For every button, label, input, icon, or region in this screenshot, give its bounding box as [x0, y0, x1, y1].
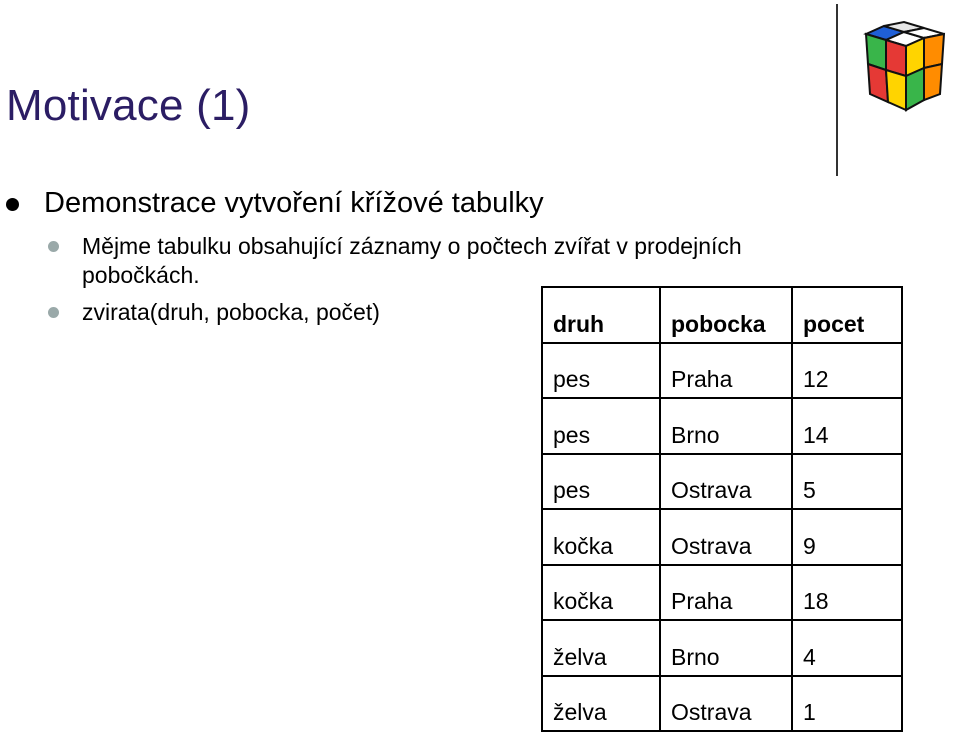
cell-druh: pes: [542, 343, 660, 399]
table-row: [542, 454, 902, 510]
bullet-sub-1: [82, 232, 842, 290]
cell-pobocka: Ostrava: [660, 676, 792, 732]
cell-pocet: 4: [792, 620, 902, 676]
bullet-dot-icon: [48, 241, 59, 252]
table-header-row: [542, 287, 902, 343]
table-row: [542, 676, 902, 732]
bullet-sub-2: [82, 298, 380, 327]
bullet-sub-2-text: zvirata(druh, pobocka, počet): [82, 299, 380, 325]
header-druh: druh: [542, 287, 660, 343]
cell-pocet: 14: [792, 398, 902, 454]
cell-druh: pes: [542, 454, 660, 510]
cell-druh: pes: [542, 398, 660, 454]
cell-pobocka: Brno: [660, 398, 792, 454]
table-row: [542, 509, 902, 565]
cell-pocet: 12: [792, 343, 902, 399]
cell-pobocka: Ostrava: [660, 454, 792, 510]
table-row: [542, 343, 902, 399]
slide-title: Motivace (1): [6, 81, 251, 130]
table-row: [542, 398, 902, 454]
table-row: [542, 620, 902, 676]
cell-druh: kočka: [542, 565, 660, 621]
table-row: [542, 565, 902, 621]
cell-pobocka: Ostrava: [660, 509, 792, 565]
bullet-sub-1-text: Mějme tabulku obsahující záznamy o počtech zvířat v prodejních pobočkách.: [82, 233, 742, 288]
bullet-main-text: Demonstrace vytvoření křížové tabulky: [44, 187, 544, 219]
cell-pocet: 1: [792, 676, 902, 732]
header-pobocka: pobocka: [660, 287, 792, 343]
rubiks-cube-icon: [862, 20, 946, 116]
header-pocet: pocet: [792, 287, 902, 343]
bullet-dot-icon: [6, 198, 19, 211]
cell-pobocka: Brno: [660, 620, 792, 676]
bullet-main: [44, 188, 544, 220]
cell-pocet: 5: [792, 454, 902, 510]
cell-druh: kočka: [542, 509, 660, 565]
cell-pobocka: Praha: [660, 565, 792, 621]
animals-table: [541, 286, 903, 732]
cell-druh: želva: [542, 676, 660, 732]
cell-pocet: 18: [792, 565, 902, 621]
cell-druh: želva: [542, 620, 660, 676]
cell-pocet: 9: [792, 509, 902, 565]
vertical-divider: [836, 4, 838, 176]
bullet-dot-icon: [48, 307, 59, 318]
cell-pobocka: Praha: [660, 343, 792, 399]
